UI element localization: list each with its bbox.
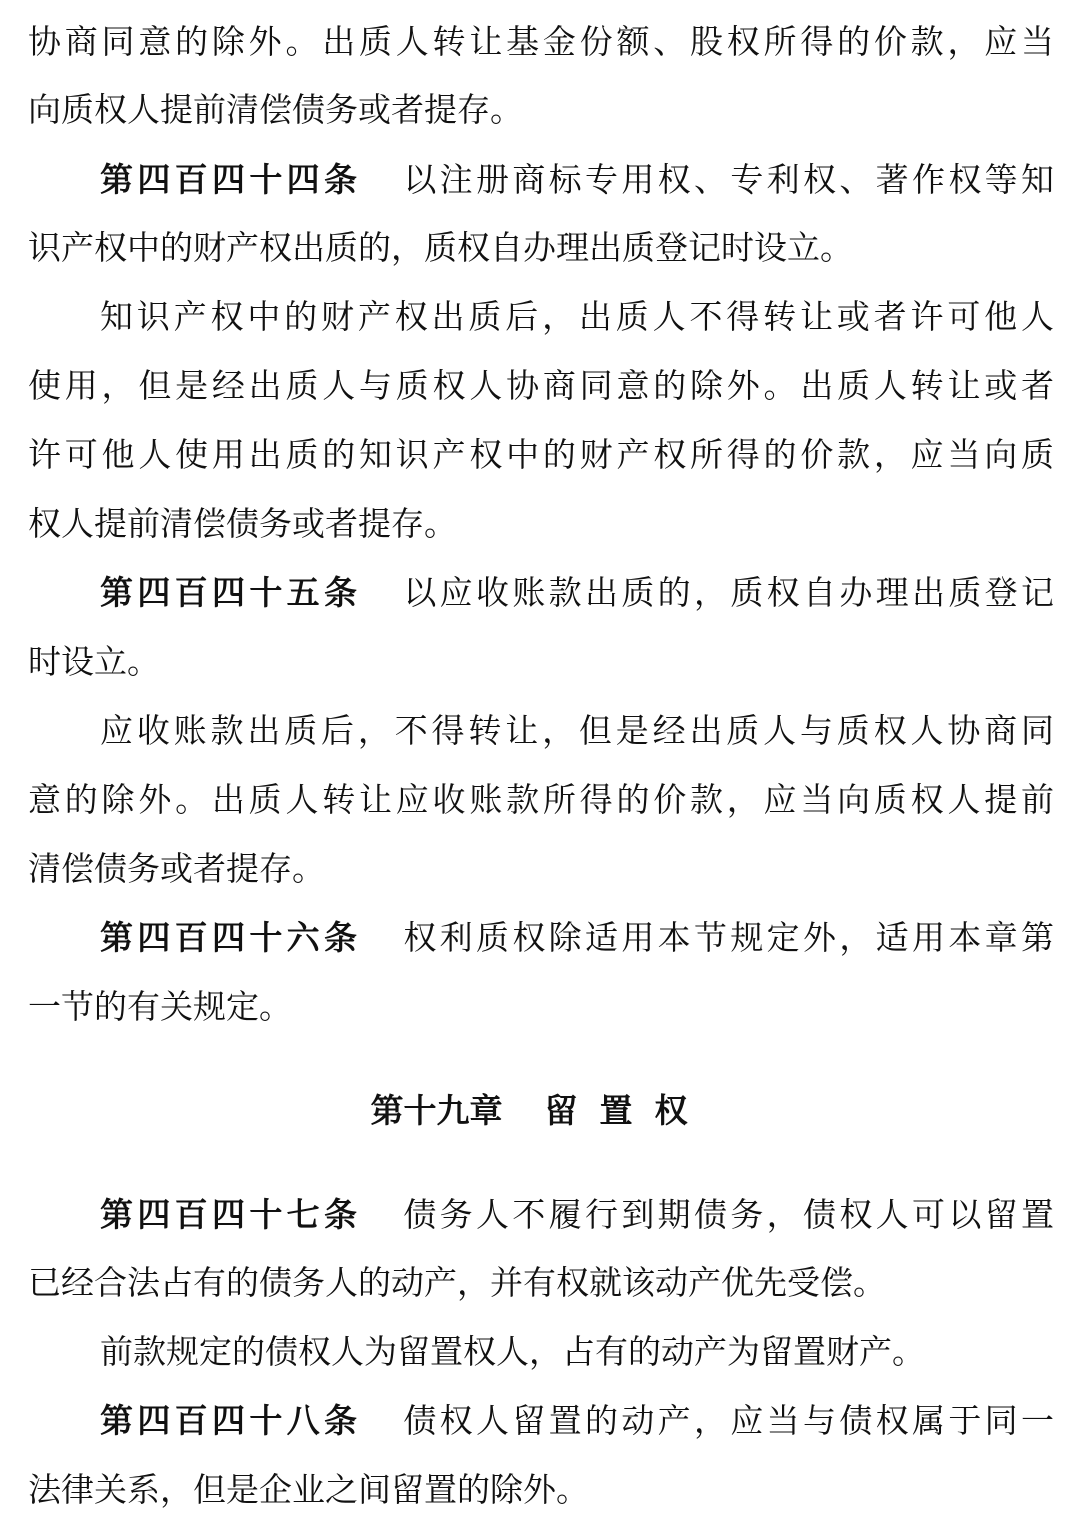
article-445-line: 第四百四十五条 以应收账款出质的，质权自办理出质登记 bbox=[100, 573, 1055, 612]
article-448-line: 第四百四十八条 债权人留置的动产，应当与债权属于同一 bbox=[100, 1401, 1055, 1440]
article-444-line: 第四百四十四条 以注册商标专用权、专利权、著作权等知 bbox=[100, 160, 1055, 199]
text-line: 识产权中的财产权出质的，质权自办理出质登记时设立。 bbox=[28, 228, 853, 267]
article-447-line: 第四百四十七条 债务人不履行到期债务，债权人可以留置 bbox=[100, 1195, 1055, 1234]
text-line: 向质权人提前清偿债务或者提存。 bbox=[28, 90, 523, 129]
text-line: 一节的有关规定。 bbox=[28, 987, 292, 1026]
text-line: 使用，但是经出质人与质权人协商同意的除外。出质人转让或者 bbox=[28, 366, 1054, 405]
text-line: 协商同意的除外。出质人转让基金份额、股权所得的价款，应当 bbox=[28, 22, 1054, 61]
article-number: 第四百四十七条 bbox=[100, 1195, 362, 1234]
article-446-line: 第四百四十六条 权利质权除适用本节规定外，适用本章第 bbox=[100, 918, 1055, 957]
text-line: 法律关系，但是企业之间留置的除外。 bbox=[28, 1470, 589, 1509]
text-line: 已经合法占有的债务人的动产，并有权就该动产优先受偿。 bbox=[28, 1263, 886, 1302]
text-line: 知识产权中的财产权出质后，出质人不得转让或者许可他人 bbox=[100, 297, 1054, 336]
article-number: 第四百四十五条 bbox=[100, 573, 362, 612]
text-line: 清偿债务或者提存。 bbox=[28, 849, 325, 888]
text-line: 时设立。 bbox=[28, 642, 160, 681]
text-line: 许可他人使用出质的知识产权中的财产权所得的价款，应当向质 bbox=[28, 435, 1054, 474]
chapter-number: 第十九章 bbox=[370, 1091, 503, 1130]
article-number: 第四百四十四条 bbox=[100, 160, 362, 199]
chapter-heading bbox=[0, 1083, 1080, 1139]
text-line: 权人提前清偿债务或者提存。 bbox=[28, 504, 457, 543]
chapter-title: 留置权 bbox=[544, 1091, 710, 1130]
article-number: 第四百四十八条 bbox=[100, 1401, 362, 1440]
text-line: 意的除外。出质人转让应收账款所得的价款，应当向质权人提前 bbox=[28, 780, 1054, 819]
text-line: 应收账款出质后，不得转让，但是经出质人与质权人协商同 bbox=[100, 711, 1054, 750]
text-line: 前款规定的债权人为留置权人，占有的动产为留置财产。 bbox=[100, 1332, 925, 1371]
article-number: 第四百四十六条 bbox=[100, 918, 362, 957]
